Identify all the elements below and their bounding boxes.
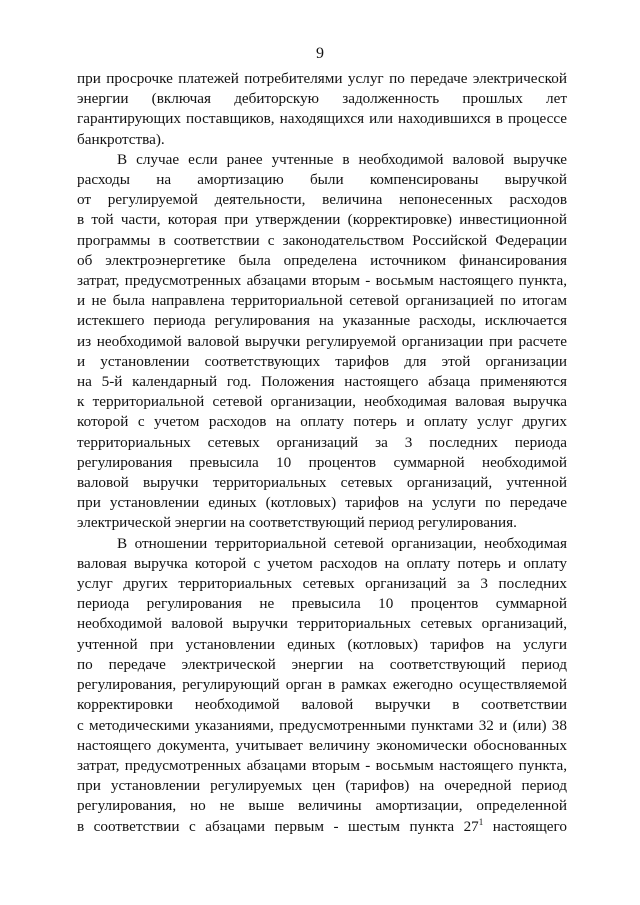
text-line: В случае если ранее учтенные в необходимой валовой выручке — [117, 150, 567, 168]
text-line: с методическими указаниями, предусмотренными пунктами 32 и (или) 38 — [77, 716, 567, 734]
text-line: В отношении территориальной сетевой организации, необходимая — [117, 534, 567, 552]
text-line: расходы на амортизацию были компенсированы выручкой — [77, 171, 567, 189]
text-line: при просрочке платежей потребителями услуг по передаче электрической — [77, 70, 567, 87]
text-line: регулирования, но не выше величины амортизации, определенной — [77, 797, 567, 815]
text-line: энергии (включая дебиторскую задолженность прошлых лет — [77, 90, 567, 108]
text-line: программы в соответствии с законодательством Российской Федерации — [77, 231, 567, 249]
text-line: периода регулирования не превысила 10 процентов суммарной — [77, 595, 567, 613]
text-line: которой с учетом расходов на оплату потерь и оплату услуг других — [77, 413, 567, 431]
text-line: необходимой валовой выручки территориальных сетевых организаций, — [77, 615, 567, 633]
text-line: об электроэнергетике была определена источником финансирования — [77, 251, 567, 269]
paragraph-2 — [77, 150, 567, 534]
text-line: банкротства). — [77, 130, 165, 148]
page-number: 9 — [316, 45, 324, 62]
text-line: затрат, предусмотренных абзацами вторым - восьмым настоящего пункта, — [77, 756, 567, 774]
text-fragment: в соответствии с абзацами первым - шестым пункта 27 — [77, 817, 479, 835]
text-line: при установлении регулируемых цен (тарифов) на очередной период — [77, 777, 567, 795]
text-line: к территориальной сетевой организации, необходимая валовая выручка — [77, 393, 567, 411]
text-line: и не была направлена территориальной сетевой организацией по итогам — [77, 292, 567, 310]
text-line: учтенной при установлении единых (котловых) тарифов на услуги — [77, 635, 567, 653]
text-line: от регулируемой деятельности, величина непонесенных расходов — [77, 191, 567, 209]
text-line: из необходимой валовой выручки регулируемой организации при расчете — [77, 332, 567, 350]
text-line: в той части, которая при утверждении (корректировке) инвестиционной — [77, 211, 567, 229]
text-fragment: настоящего — [483, 817, 567, 835]
text-line: регулирования превысила 10 процентов суммарной необходимой — [77, 453, 567, 471]
superscript-reference: 1 — [478, 816, 484, 827]
paragraph-3 — [77, 534, 567, 837]
text-line: территориальных сетевых организаций за 3 последних периода — [77, 433, 567, 451]
text-line: истекшего периода регулирования на указанные расходы, исключается — [77, 312, 567, 330]
text-line: электрической энергии на соответствующий период регулирования. — [77, 514, 517, 532]
text-line: валовой выручки территориальных сетевых организаций, учтенной — [77, 474, 567, 492]
text-line-final — [77, 817, 567, 837]
text-line: регулирования, регулирующий орган в рамках ежегодно осуществляемой — [77, 676, 567, 694]
text-line: на 5-й календарный год. Положения настоящего абзаца применяются — [77, 373, 567, 391]
text-line: валовая выручка которой с учетом расходов на оплату потерь и оплату — [77, 554, 567, 572]
text-line: при установлении единых (котловых) тарифов на услуги по передаче — [77, 494, 567, 512]
body-text — [77, 69, 567, 837]
text-line: услуг других территориальных сетевых организаций за 3 последних — [77, 575, 567, 593]
text-line: настоящего документа, учитывает величину экономически обоснованных — [77, 736, 567, 754]
text-line: затрат, предусмотренных абзацами вторым - восьмым настоящего пункта, — [77, 272, 567, 290]
paragraph-1 — [77, 69, 567, 150]
text-line: по передаче электрической энергии на соответствующий период — [77, 655, 567, 673]
text-line: гарантирующих поставщиков, находящихся или находившихся в процессе — [77, 110, 567, 128]
text-line: корректировки необходимой валовой выручки в соответствии — [77, 696, 567, 714]
text-line: и установлении соответствующих тарифов для этой организации — [77, 352, 567, 370]
